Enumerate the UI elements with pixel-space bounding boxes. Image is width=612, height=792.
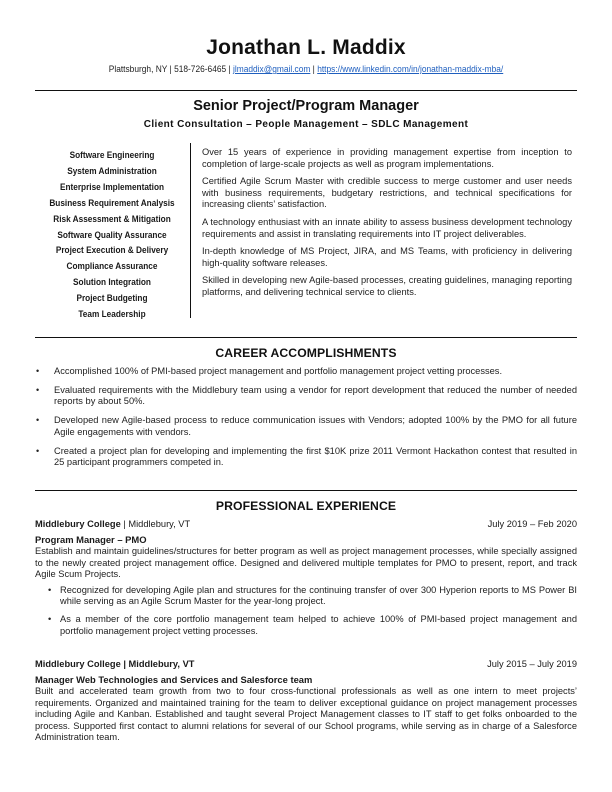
job-dates: July 2019 – Feb 2020 (487, 519, 577, 529)
skill-item: Software Engineering (69, 149, 155, 160)
email-link[interactable]: jlmaddix@gmail.com (233, 64, 311, 74)
skills-column (36, 147, 188, 322)
job-description: Built and accelerated team growth from two to four cross-functional professionals as well as one intern to meet projects’ requirements. Organized and maintained training for the team to deliver exceptional guidance on project management processes including Agile and Kanban. Established and taught several Project Management classes to IT staff to get folks onboarded to the process. Supported first contact to alumni relations for several of our School programs, while serving as in charge of a Salesforce Administration team. (35, 686, 577, 743)
phone: 518-726-6465 (174, 64, 227, 74)
job-bullet: • As a member of the core portfolio management team helped to achieve 100% of PMI-based project management and portfolio management project vetting processes. (48, 614, 577, 637)
accomplishment-item: • Developed new Agile-based process to reduce communication issues with Vendors; adopted 100% by the PMO for all future Agile engagements with vendors. (36, 415, 577, 438)
location: Plattsburgh, NY (108, 64, 168, 74)
job-location: | Middlebury, VT (123, 519, 191, 529)
skill-item: Risk Assessment & Mitigation (53, 212, 171, 224)
job-organization: Middlebury College (35, 519, 121, 529)
job-bullet: • Recognized for developing Agile plan and structures for the continuing transfer of over 300 Hyperion reports to MS Power BI while serving as an Agile Scrum Master for the year-long project. (48, 585, 577, 608)
skill-item: Project Execution & Delivery (55, 244, 169, 256)
divider (35, 337, 577, 338)
skill-item: Enterprise Implementation (59, 180, 165, 192)
contact-line (31, 64, 582, 74)
candidate-name: Jonathan L. Maddix (206, 36, 406, 59)
linkedin-link[interactable]: https://www.linkedin.com/in/jonathan-maddix-mba/ (317, 64, 504, 74)
job-bullets (35, 585, 577, 637)
summary-paragraph: A technology enthusiast with an innate ability to assess business development technology requirements and assist in translating requirements into IT project deliverables. (202, 216, 572, 239)
summary-paragraph: Over 15 years of experience in providing management expertise from inception to completion of large-scale projects as well as program implementations. (202, 147, 572, 169)
separator: | (228, 64, 231, 74)
separator: | (169, 64, 172, 74)
job-entry (35, 659, 577, 744)
headline-subtitle: Client Consultation – People Management – SDLC Management (143, 119, 469, 130)
job-header (35, 519, 577, 533)
skill-item: Project Budgeting (76, 292, 148, 304)
job-role: Manager Web Technologies and Services and Salesforce team (35, 674, 313, 685)
summary-paragraph: Certified Agile Scrum Master with credible success to merge customer and user needs with business requirements, budgetary restrictions, and technical specifications for increasing clients’ satisfaction. (202, 176, 572, 210)
job-description: Establish and maintain guidelines/structures for better program as well as project management processes, while specially assigned to the newly created project management office. Designed and delivered multiple templates for PMO to present, report, and track Agile Scum Projects. (35, 546, 577, 580)
job-entry (35, 519, 577, 643)
summary-paragraph: In-depth knowledge of MS Project, JIRA, and MS Teams, with proficiency in delivering high-quality software releases. (202, 246, 572, 268)
separator: | (312, 64, 315, 74)
job-dates: July 2015 – July 2019 (487, 659, 577, 669)
job-role: Program Manager – PMO (35, 534, 147, 545)
job-header (35, 659, 577, 673)
accomplishment-item: • Created a project plan for developing and implementing the first $10K prize 2011 Vermont Hackathon contest that resulted in 25 participant programmers competed in. (36, 446, 577, 469)
skill-item: System Administration (67, 164, 157, 176)
skill-item: Solution Integration (73, 276, 151, 288)
section-heading-accomplishments: CAREER ACCOMPLISHMENTS (215, 346, 397, 360)
accomplishment-item: • Accomplished 100% of PMI-based project management and portfolio management project vetting processes. (36, 366, 577, 377)
accomplishment-item: • Evaluated requirements with the Middlebury team using a vendor for report development that reduced the number of needed reports by about 50%. (36, 385, 577, 408)
skill-item: Business Requirement Analysis (49, 196, 175, 208)
accomplishments-list (36, 366, 577, 476)
section-heading-experience: PROFESSIONAL EXPERIENCE (215, 499, 397, 513)
summary-column (202, 147, 572, 305)
vertical-divider (190, 143, 191, 318)
summary-paragraph: Skilled in developing new Agile-based processes, creating guidelines, managing reporting platforms, and delivering technical service to clients. (202, 275, 572, 297)
job-organization: Middlebury College | Middlebury, VT (35, 659, 195, 669)
skill-item: Software Quality Assurance (57, 228, 167, 240)
skill-item: Team Leadership (78, 308, 146, 320)
divider (35, 90, 577, 91)
headline-title: Senior Project/Program Manager (193, 98, 419, 114)
divider (35, 490, 577, 491)
skill-item: Compliance Assurance (66, 260, 158, 272)
